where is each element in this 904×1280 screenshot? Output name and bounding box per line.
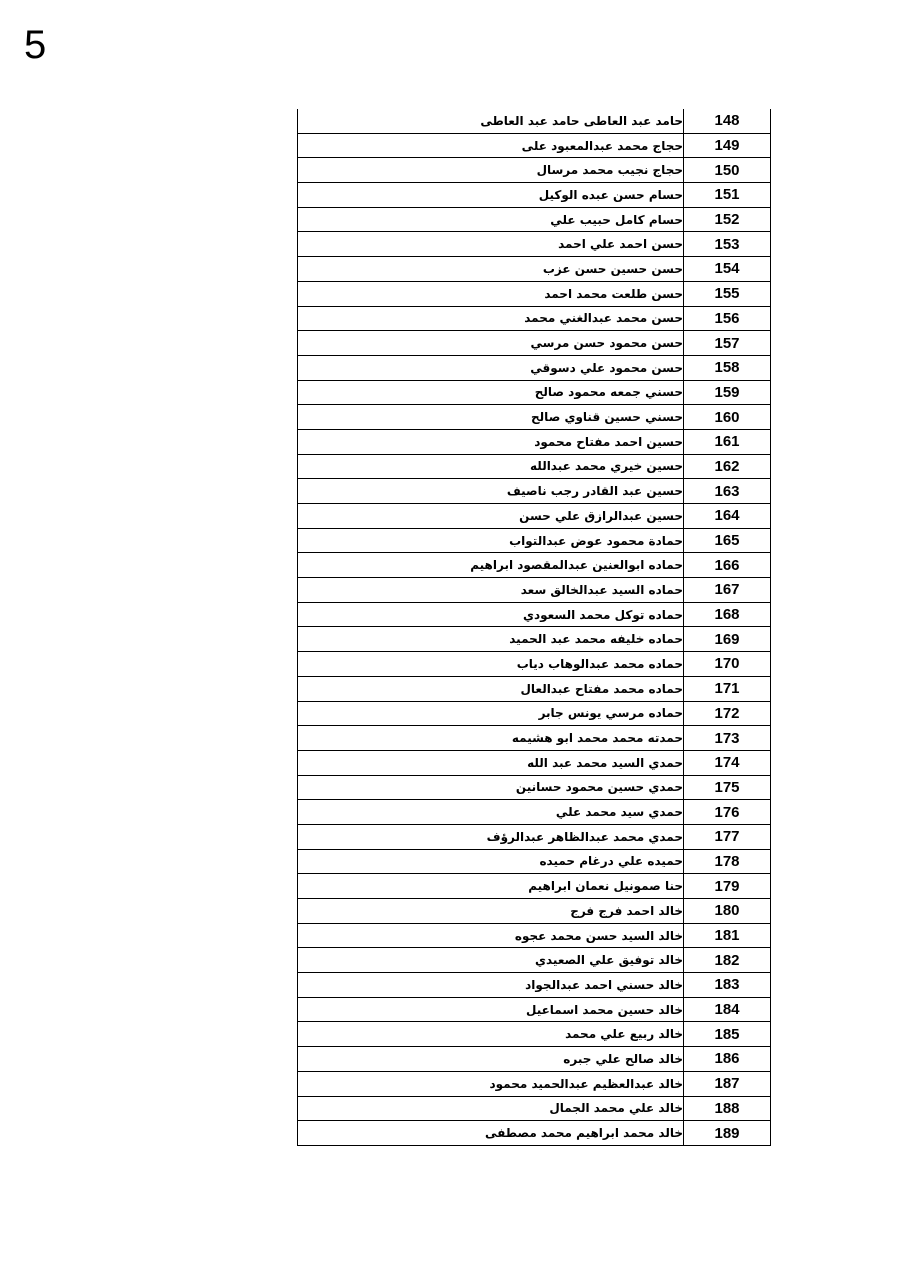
table-row <box>298 849 771 874</box>
name-cell: حماده محمد عبدالوهاب دياب <box>298 652 684 677</box>
table-row <box>298 479 771 504</box>
name-cell: خالد حسني احمد عبدالجواد <box>298 973 684 998</box>
name-cell: حسني جمعه محمود صالح <box>298 380 684 405</box>
number-cell: 172 <box>684 701 771 726</box>
number-cell: 164 <box>684 504 771 529</box>
table-row <box>298 355 771 380</box>
number-cell: 150 <box>684 158 771 183</box>
table-row <box>298 997 771 1022</box>
name-cell: حجاج نجيب محمد مرسال <box>298 158 684 183</box>
table-row <box>298 578 771 603</box>
number-cell: 185 <box>684 1022 771 1047</box>
table-row <box>298 923 771 948</box>
number-cell: 184 <box>684 997 771 1022</box>
number-cell: 163 <box>684 479 771 504</box>
table-row <box>298 257 771 282</box>
name-cell: حسام كامل حبيب علي <box>298 207 684 232</box>
table-row <box>298 973 771 998</box>
table-row <box>298 874 771 899</box>
page-number: 5 <box>24 23 47 67</box>
number-cell: 151 <box>684 183 771 208</box>
number-cell: 161 <box>684 429 771 454</box>
number-cell: 162 <box>684 454 771 479</box>
number-cell: 157 <box>684 331 771 356</box>
table-row <box>298 109 771 133</box>
number-cell: 158 <box>684 355 771 380</box>
name-cell: حمادة محمود عوض عبدالتواب <box>298 528 684 553</box>
number-cell: 152 <box>684 207 771 232</box>
name-cell: حماده مرسي يونس جابر <box>298 701 684 726</box>
number-cell: 188 <box>684 1096 771 1121</box>
table-row <box>298 1096 771 1121</box>
table-row <box>298 504 771 529</box>
table-row <box>298 1047 771 1072</box>
name-cell: حجاج محمد عبدالمعبود على <box>298 133 684 158</box>
number-cell: 167 <box>684 578 771 603</box>
number-cell: 189 <box>684 1121 771 1146</box>
table-row <box>298 775 771 800</box>
name-cell: حسين احمد مفتاح محمود <box>298 429 684 454</box>
name-cell: خالد علي محمد الجمال <box>298 1096 684 1121</box>
number-cell: 170 <box>684 652 771 677</box>
number-cell: 175 <box>684 775 771 800</box>
number-cell: 171 <box>684 676 771 701</box>
name-cell: حسن طلعت محمد احمد <box>298 281 684 306</box>
name-cell: خالد محمد ابراهيم محمد مصطفى <box>298 1121 684 1146</box>
name-cell: حمدي محمد عبدالظاهر عبدالرؤف <box>298 824 684 849</box>
table-row <box>298 1022 771 1047</box>
name-cell: حماده توكل محمد السعودي <box>298 602 684 627</box>
number-cell: 154 <box>684 257 771 282</box>
name-cell: خالد ربيع علي محمد <box>298 1022 684 1047</box>
table-row <box>298 824 771 849</box>
number-cell: 159 <box>684 380 771 405</box>
name-cell: حسين عبد القادر رجب ناصيف <box>298 479 684 504</box>
number-cell: 168 <box>684 602 771 627</box>
table-row <box>298 652 771 677</box>
number-cell: 165 <box>684 528 771 553</box>
name-cell: حمدته محمد محمد ابو هشيمه <box>298 726 684 751</box>
number-cell: 180 <box>684 899 771 924</box>
number-cell: 149 <box>684 133 771 158</box>
table-row <box>298 701 771 726</box>
number-cell: 174 <box>684 750 771 775</box>
name-cell: حسام حسن عبده الوكيل <box>298 183 684 208</box>
name-cell: حسن احمد علي احمد <box>298 232 684 257</box>
name-cell: حسني حسين قناوي صالح <box>298 405 684 430</box>
table-row <box>298 553 771 578</box>
table-row <box>298 750 771 775</box>
name-cell: حمدي حسين محمود حسانين <box>298 775 684 800</box>
number-cell: 173 <box>684 726 771 751</box>
table-row <box>298 429 771 454</box>
name-cell: حميده علي درغام حميده <box>298 849 684 874</box>
number-cell: 187 <box>684 1071 771 1096</box>
name-cell: حمدي السيد محمد عبد الله <box>298 750 684 775</box>
name-cell: حماده محمد مفتاح عبدالعال <box>298 676 684 701</box>
table-row <box>298 899 771 924</box>
roster-table <box>297 109 771 1146</box>
table-row <box>298 232 771 257</box>
number-cell: 169 <box>684 627 771 652</box>
table-row <box>298 158 771 183</box>
name-cell: خالد احمد فرج فرج <box>298 899 684 924</box>
name-cell: خالد السيد حسن محمد عجوه <box>298 923 684 948</box>
table-row <box>298 1121 771 1146</box>
table-row <box>298 331 771 356</box>
table-row <box>298 207 771 232</box>
number-cell: 177 <box>684 824 771 849</box>
number-cell: 179 <box>684 874 771 899</box>
table-row <box>298 1071 771 1096</box>
table-row <box>298 306 771 331</box>
name-cell: حسين عبدالرازق علي حسن <box>298 504 684 529</box>
table-row <box>298 627 771 652</box>
table-row <box>298 948 771 973</box>
name-cell: حسن محمد عبدالغني محمد <box>298 306 684 331</box>
number-cell: 155 <box>684 281 771 306</box>
name-cell: حماده خليفه محمد عبد الحميد <box>298 627 684 652</box>
name-cell: خالد حسين محمد اسماعيل <box>298 997 684 1022</box>
table-row <box>298 380 771 405</box>
name-cell: حمدي سيد محمد علي <box>298 800 684 825</box>
number-cell: 160 <box>684 405 771 430</box>
number-cell: 153 <box>684 232 771 257</box>
name-cell: حسن محمود حسن مرسي <box>298 331 684 356</box>
number-cell: 148 <box>684 109 771 133</box>
table-row <box>298 528 771 553</box>
table-row <box>298 800 771 825</box>
table-row <box>298 602 771 627</box>
number-cell: 181 <box>684 923 771 948</box>
name-cell: حامد عبد العاطى حامد عبد العاطى <box>298 109 684 133</box>
table-row <box>298 676 771 701</box>
table-row <box>298 183 771 208</box>
number-cell: 183 <box>684 973 771 998</box>
name-cell: حسن محمود علي دسوقي <box>298 355 684 380</box>
name-cell: خالد صالح علي جبره <box>298 1047 684 1072</box>
name-cell: حماده ابوالعنين عبدالمقصود ابراهيم <box>298 553 684 578</box>
name-cell: خالد توفيق علي الصعيدي <box>298 948 684 973</box>
roster-table-body <box>298 109 771 1145</box>
table-row <box>298 405 771 430</box>
number-cell: 166 <box>684 553 771 578</box>
number-cell: 186 <box>684 1047 771 1072</box>
table-row <box>298 726 771 751</box>
table-row <box>298 281 771 306</box>
name-cell: حسن حسين حسن عزب <box>298 257 684 282</box>
number-cell: 176 <box>684 800 771 825</box>
number-cell: 182 <box>684 948 771 973</box>
name-cell: حنا صمونيل نعمان ابراهيم <box>298 874 684 899</box>
name-cell: حماده السيد عبدالخالق سعد <box>298 578 684 603</box>
name-cell: حسين خيري محمد عبدالله <box>298 454 684 479</box>
table-row <box>298 454 771 479</box>
name-cell: خالد عبدالعظيم عبدالحميد محمود <box>298 1071 684 1096</box>
table-row <box>298 133 771 158</box>
number-cell: 156 <box>684 306 771 331</box>
number-cell: 178 <box>684 849 771 874</box>
